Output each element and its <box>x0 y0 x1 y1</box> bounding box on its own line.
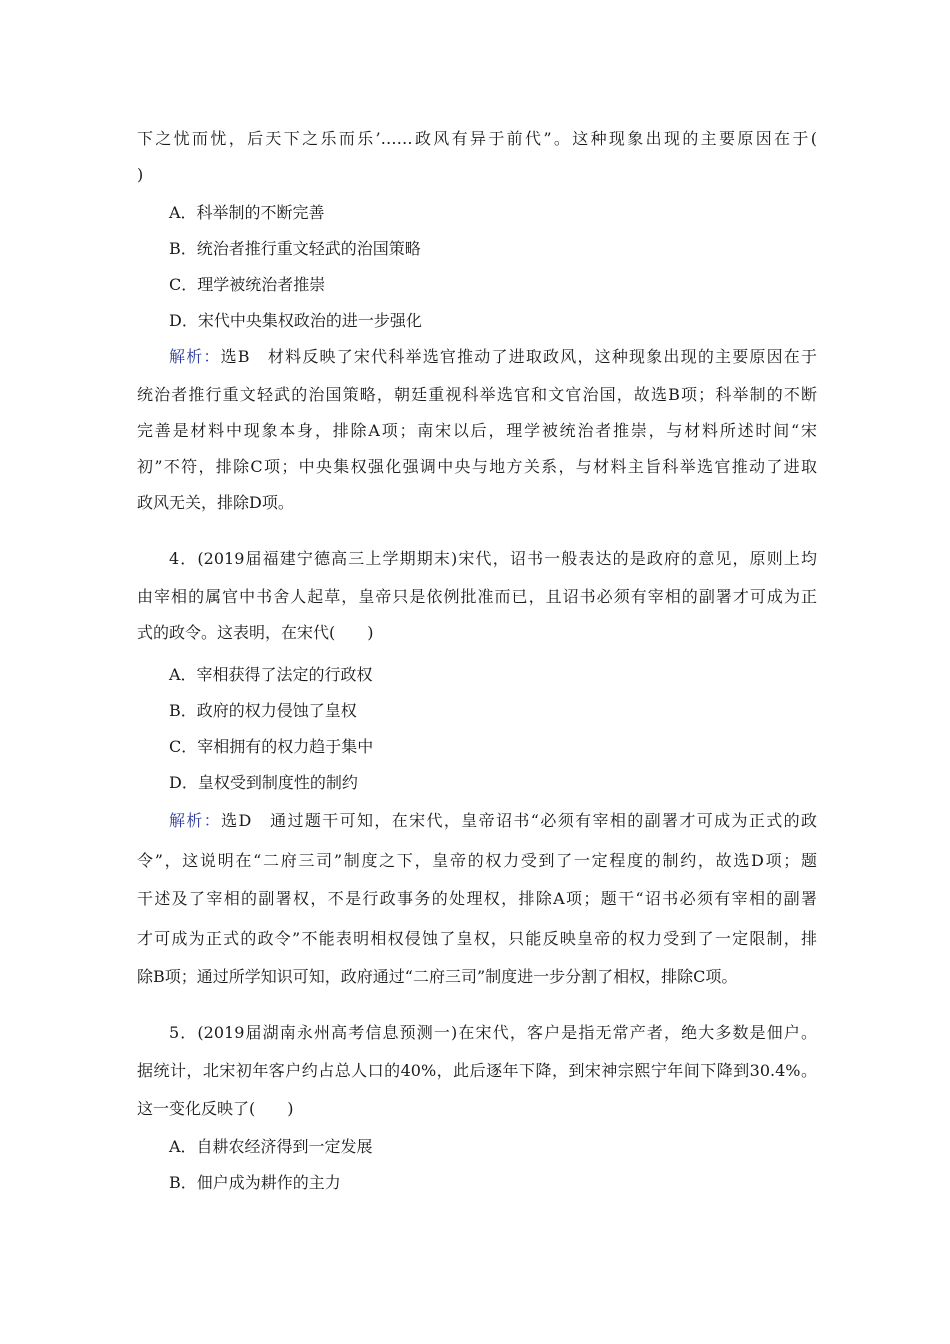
q4-option-b: B．政府的权力侵蚀了皇权 <box>169 701 357 720</box>
q4-stem-line: 4．(2019届福建宁德高三上学期期末)宋代，诏书一般表达的是政府的意见，原则上均 <box>169 549 817 568</box>
q3-analysis-line: 完善是材料中现象本身，排除A项；南宋以后，理学被统治者推崇，与材料所述时间“宋 <box>137 421 817 440</box>
analysis-text: 选D 通过题干可知，在宋代，皇帝诏书“必须有宰相的副署才可成为正式的政 <box>221 811 817 830</box>
q3-option-a: A．科举制的不断完善 <box>169 203 325 222</box>
q3-analysis-line: 统治者推行重文轻武的治国策略，朝廷重视科举选官和文官治国，故选B项；科举制的不断 <box>137 385 817 404</box>
q3-analysis-line: 初”不符，排除C项；中央集权强化强调中央与地方关系，与材料主旨科举选官推动了进取 <box>137 457 817 476</box>
q4-analysis-line: 除B项；通过所学知识可知，政府通过“二府三司”制度进一步分割了相权，排除C项。 <box>137 967 738 986</box>
q3-stem-line: ) <box>137 165 144 184</box>
analysis-label: 解析： <box>169 347 221 366</box>
analysis-label: 解析： <box>169 811 222 830</box>
q4-analysis-line: 干述及了宰相的副署权，不是行政事务的处理权，排除A项；题干“诏书必须有宰相的副署 <box>137 889 817 908</box>
q3-option-d: D．宋代中央集权政治的进一步强化 <box>169 311 422 330</box>
q4-analysis-line <box>169 810 817 832</box>
q3-option-c: C．理学被统治者推崇 <box>169 275 326 294</box>
q4-option-c: C．宰相拥有的权力趋于集中 <box>169 737 374 756</box>
analysis-text: 选B 材料反映了宋代科举选官推动了进取政风，这种现象出现的主要原因在于 <box>220 347 817 366</box>
q3-option-b: B．统治者推行重文轻武的治国策略 <box>169 239 421 258</box>
q4-stem-line: 由宰相的属官中书舍人起草，皇帝只是依例批准而已，且诏书必须有宰相的副署才可成为正 <box>137 587 817 606</box>
q5-stem-line: 这一变化反映了( ) <box>137 1099 294 1118</box>
q5-option-a: A．自耕农经济得到一定发展 <box>169 1137 373 1156</box>
q4-option-d: D．皇权受到制度性的制约 <box>169 773 358 792</box>
q3-analysis-line <box>169 346 817 368</box>
q5-option-b: B．佃户成为耕作的主力 <box>169 1173 341 1192</box>
q5-stem-line: 5．(2019届湖南永州高考信息预测一)在宋代，客户是指无常产者，绝大多数是佃户。 <box>169 1023 817 1042</box>
q4-analysis-line: 才可成为正式的政令”不能表明相权侵蚀了皇权，只能反映皇帝的权力受到了一定限制，排 <box>137 929 817 948</box>
q3-analysis-line: 政风无关，排除D项。 <box>137 493 294 512</box>
q4-option-a: A．宰相获得了法定的行政权 <box>169 665 373 684</box>
q5-stem-line: 据统计，北宋初年客户约占总人口的40%，此后逐年下降，到宋神宗熙宁年间下降到30.4%。 <box>137 1061 817 1080</box>
q4-analysis-line: 令”，这说明在“二府三司”制度之下，皇帝的权力受到了一定程度的制约，故选D项；题 <box>137 851 817 870</box>
q3-stem-line: 下之忧而忧，后天下之乐而乐’……政风有异于前代”。这种现象出现的主要原因在于( <box>137 129 817 148</box>
q4-stem-line: 式的政令。这表明，在宋代( ) <box>137 623 374 642</box>
